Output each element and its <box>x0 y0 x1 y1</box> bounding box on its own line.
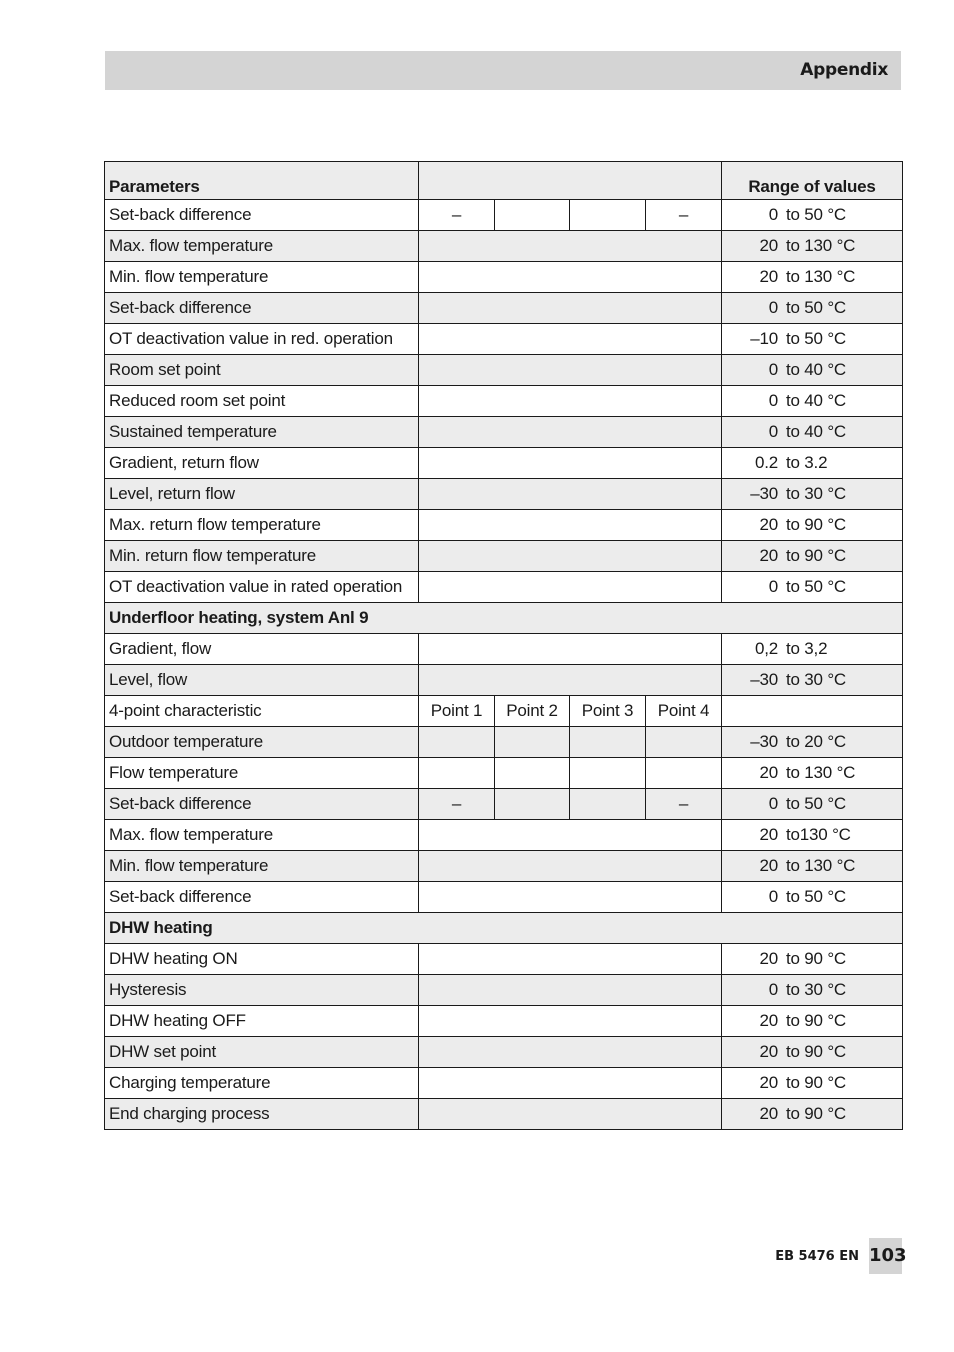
range-to: to 40 °C <box>786 422 847 441</box>
value-cell <box>419 727 495 758</box>
value-cell: – <box>646 200 722 231</box>
range-to: to 130 °C <box>786 763 856 782</box>
parameter-label: Min. flow temperature <box>105 851 419 882</box>
range-cell <box>722 262 903 293</box>
value-cell: – <box>419 200 495 231</box>
table-row <box>105 1068 903 1099</box>
range-to: to 50 °C <box>786 577 847 596</box>
range-cell <box>722 1099 903 1130</box>
range-to: to 130 °C <box>786 267 856 286</box>
parameter-label: Outdoor temperature <box>105 727 419 758</box>
parameter-label: Gradient, flow <box>105 634 419 665</box>
range-from: 0 <box>768 422 778 441</box>
range-from: 0 <box>768 298 778 317</box>
range-to: to 50 °C <box>786 329 847 348</box>
parameter-table <box>104 161 903 1130</box>
value-cell <box>419 417 722 448</box>
value-cell: Point 3 <box>570 696 646 727</box>
value-cell <box>646 727 722 758</box>
range-from: 20 <box>759 236 778 255</box>
table-row <box>105 417 903 448</box>
table-row <box>105 758 903 789</box>
section-title: Underfloor heating, system Anl 9 <box>105 603 903 634</box>
value-cell <box>419 293 722 324</box>
range-from: 20 <box>759 515 778 534</box>
range-from: 20 <box>759 1042 778 1061</box>
range-cell <box>722 696 903 727</box>
table-row <box>105 727 903 758</box>
range-cell <box>722 975 903 1006</box>
range-to: to 30 °C <box>786 484 847 503</box>
value-cell <box>419 882 722 913</box>
parameter-label: Level, return flow <box>105 479 419 510</box>
value-cell: Point 1 <box>419 696 495 727</box>
table-row <box>105 262 903 293</box>
table-row <box>105 944 903 975</box>
value-cell <box>495 200 570 231</box>
parameter-label: OT deactivation value in rated operation <box>105 572 419 603</box>
range-to: to 30 °C <box>786 670 847 689</box>
range-to: to 40 °C <box>786 360 847 379</box>
parameter-label: DHW heating ON <box>105 944 419 975</box>
table-row <box>105 665 903 696</box>
range-cell <box>722 1037 903 1068</box>
range-to: to 90 °C <box>786 1104 847 1123</box>
range-to: to 50 °C <box>786 887 847 906</box>
range-from: 20 <box>759 1073 778 1092</box>
value-cell <box>419 851 722 882</box>
range-cell <box>722 479 903 510</box>
table-row <box>105 386 903 417</box>
range-cell <box>722 851 903 882</box>
header-parameters: Parameters <box>105 162 419 200</box>
range-cell <box>722 541 903 572</box>
parameter-label: Max. flow temperature <box>105 820 419 851</box>
page-section-title: Appendix <box>800 60 888 80</box>
table-row <box>105 975 903 1006</box>
range-cell <box>722 293 903 324</box>
value-cell <box>495 789 570 820</box>
range-from: 0 <box>768 887 778 906</box>
range-cell <box>722 665 903 696</box>
table-row <box>105 882 903 913</box>
header-range: Range of values <box>722 162 903 200</box>
table-row <box>105 696 903 727</box>
value-cell <box>419 262 722 293</box>
table-row <box>105 1099 903 1130</box>
range-from: –30 <box>750 732 778 751</box>
range-to: to 90 °C <box>786 515 847 534</box>
value-cell <box>570 200 646 231</box>
value-cell <box>419 1037 722 1068</box>
table-row <box>105 355 903 386</box>
table-row <box>105 510 903 541</box>
table-row <box>105 634 903 665</box>
range-from: 20 <box>759 267 778 286</box>
range-cell <box>722 510 903 541</box>
value-cell <box>495 758 570 789</box>
section-title: DHW heating <box>105 913 903 944</box>
range-cell <box>722 324 903 355</box>
value-cell <box>419 479 722 510</box>
value-cell <box>419 975 722 1006</box>
parameter-label: 4-point characteristic <box>105 696 419 727</box>
range-from: 20 <box>759 1104 778 1123</box>
parameter-label: Charging temperature <box>105 1068 419 1099</box>
range-to: to 3,2 <box>786 639 828 658</box>
value-cell <box>646 758 722 789</box>
range-from: 20 <box>759 949 778 968</box>
parameter-label: Min. flow temperature <box>105 262 419 293</box>
range-to: to 40 °C <box>786 391 847 410</box>
range-cell <box>722 789 903 820</box>
range-to: to 20 °C <box>786 732 847 751</box>
value-cell: Point 4 <box>646 696 722 727</box>
table-row <box>105 231 903 262</box>
table-row <box>105 851 903 882</box>
value-cell <box>419 1099 722 1130</box>
value-cell <box>419 231 722 262</box>
range-cell <box>722 944 903 975</box>
value-cell <box>570 758 646 789</box>
range-cell <box>722 634 903 665</box>
parameter-label: Reduced room set point <box>105 386 419 417</box>
parameter-label: Room set point <box>105 355 419 386</box>
range-to: to 90 °C <box>786 1073 847 1092</box>
range-from: –30 <box>750 484 778 503</box>
range-to: to 130 °C <box>786 236 856 255</box>
table-row <box>105 200 903 231</box>
parameter-label: Flow temperature <box>105 758 419 789</box>
range-to: to 3.2 <box>786 453 828 472</box>
range-to: to 50 °C <box>786 298 847 317</box>
section-row <box>105 913 903 944</box>
value-cell <box>419 386 722 417</box>
range-to: to 130 °C <box>786 856 856 875</box>
range-from: 20 <box>759 1011 778 1030</box>
range-from: 20 <box>759 763 778 782</box>
parameter-label: End charging process <box>105 1099 419 1130</box>
range-cell <box>722 386 903 417</box>
parameter-label: Level, flow <box>105 665 419 696</box>
value-cell <box>419 665 722 696</box>
range-to: to 50 °C <box>786 205 847 224</box>
range-from: –10 <box>750 329 778 348</box>
value-cell <box>419 572 722 603</box>
range-cell <box>722 355 903 386</box>
value-cell <box>419 1006 722 1037</box>
value-cell <box>495 727 570 758</box>
parameter-label: Set-back difference <box>105 789 419 820</box>
table-row <box>105 820 903 851</box>
table-row <box>105 789 903 820</box>
parameter-label: Set-back difference <box>105 293 419 324</box>
table-row <box>105 293 903 324</box>
value-cell: – <box>419 789 495 820</box>
range-cell <box>722 820 903 851</box>
value-cell: – <box>646 789 722 820</box>
section-row <box>105 603 903 634</box>
parameter-label: Max. return flow temperature <box>105 510 419 541</box>
parameter-label: OT deactivation value in red. operation <box>105 324 419 355</box>
value-cell <box>419 355 722 386</box>
value-cell <box>419 634 722 665</box>
header-values <box>419 162 722 200</box>
range-from: 0,2 <box>754 639 778 658</box>
range-to: to 30 °C <box>786 980 847 999</box>
range-cell <box>722 448 903 479</box>
range-to: to130 °C <box>786 825 851 844</box>
range-from: 0 <box>768 391 778 410</box>
range-to: to 90 °C <box>786 546 847 565</box>
table-row <box>105 572 903 603</box>
parameter-label: Sustained temperature <box>105 417 419 448</box>
range-cell <box>722 758 903 789</box>
value-cell: Point 2 <box>495 696 570 727</box>
range-cell <box>722 417 903 448</box>
range-to: to 50 °C <box>786 794 847 813</box>
value-cell <box>419 758 495 789</box>
range-cell <box>722 572 903 603</box>
range-cell <box>722 882 903 913</box>
document-id: EB 5476 EN <box>775 1249 859 1264</box>
range-to: to 90 °C <box>786 1042 847 1061</box>
range-from: –30 <box>750 670 778 689</box>
range-from: 0.2 <box>754 453 778 472</box>
parameter-label: Gradient, return flow <box>105 448 419 479</box>
range-from: 0 <box>768 360 778 379</box>
range-from: 20 <box>759 825 778 844</box>
parameter-label: Max. flow temperature <box>105 231 419 262</box>
range-from: 0 <box>768 980 778 999</box>
parameter-label: Min. return flow temperature <box>105 541 419 572</box>
table-row <box>105 1006 903 1037</box>
range-from: 0 <box>768 577 778 596</box>
page-number: 103 <box>869 1238 902 1274</box>
header-bar <box>105 51 901 90</box>
table-row <box>105 479 903 510</box>
value-cell <box>419 510 722 541</box>
range-from: 20 <box>759 856 778 875</box>
parameter-label: DHW heating OFF <box>105 1006 419 1037</box>
range-to: to 90 °C <box>786 949 847 968</box>
range-cell <box>722 200 903 231</box>
range-to: to 90 °C <box>786 1011 847 1030</box>
range-cell <box>722 1068 903 1099</box>
table-row <box>105 1037 903 1068</box>
value-cell <box>570 727 646 758</box>
range-from: 0 <box>768 205 778 224</box>
value-cell <box>570 789 646 820</box>
table-header-row <box>105 162 903 200</box>
value-cell <box>419 944 722 975</box>
table-row <box>105 541 903 572</box>
value-cell <box>419 541 722 572</box>
value-cell <box>419 448 722 479</box>
range-from: 0 <box>768 794 778 813</box>
value-cell <box>419 324 722 355</box>
range-from: 20 <box>759 546 778 565</box>
range-cell <box>722 1006 903 1037</box>
value-cell <box>419 820 722 851</box>
range-cell <box>722 727 903 758</box>
parameter-label: DHW set point <box>105 1037 419 1068</box>
parameter-label: Hysteresis <box>105 975 419 1006</box>
parameter-label: Set-back difference <box>105 200 419 231</box>
table-row <box>105 324 903 355</box>
range-cell <box>722 231 903 262</box>
table-row <box>105 448 903 479</box>
value-cell <box>419 1068 722 1099</box>
parameter-label: Set-back difference <box>105 882 419 913</box>
